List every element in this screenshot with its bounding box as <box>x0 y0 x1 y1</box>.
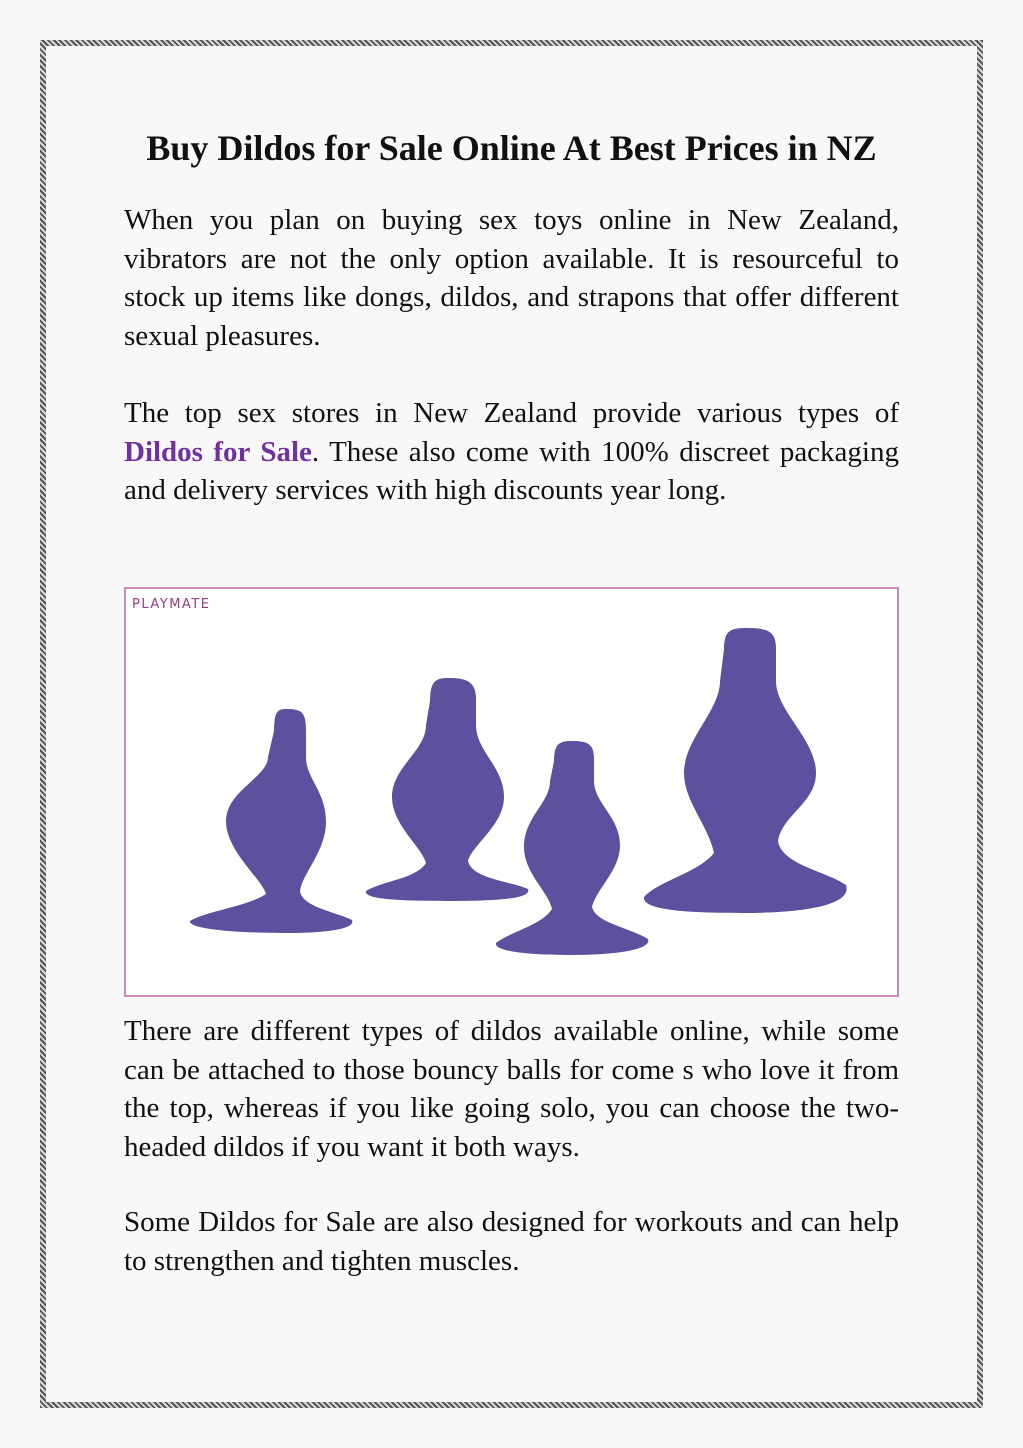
paragraph-stores-text-end: . These also come with 100% discreet packaging and delivery services with high discounts year long. <box>124 435 899 506</box>
product-plug-4 <box>644 628 847 913</box>
paragraph-stores-text: The top sex stores in New Zealand provide various types of <box>124 397 899 429</box>
product-plug-1 <box>190 709 352 933</box>
playmate-logo: PLAYMATE <box>132 597 211 612</box>
product-illustration <box>126 589 897 995</box>
dildos-for-sale-link[interactable]: Dildos for Sale <box>124 435 312 468</box>
paragraph-intro: When you plan on buying sex toys online in New Zealand, vibrators are not the only option available. It is resourceful to stock up items like dongs, dildos, and strapons that offer different sexual pleasures. <box>124 204 899 352</box>
paragraph-stores <box>124 394 899 510</box>
product-plug-2 <box>366 678 528 901</box>
product-plug-3 <box>496 741 648 955</box>
paragraph-types: There are different types of dildos available online, while some can be attached to those bouncy balls for come s who love it from the top, whereas if you like going solo, you can choose the two-headed dildos if you want it both ways. <box>124 1015 899 1163</box>
product-image <box>124 587 899 997</box>
paragraph-workouts: Some Dildos for Sale are also designed for workouts and can help to strengthen and tighten muscles. <box>124 1206 899 1277</box>
page-title: Buy Dildos for Sale Online At Best Prices in NZ <box>146 128 877 168</box>
